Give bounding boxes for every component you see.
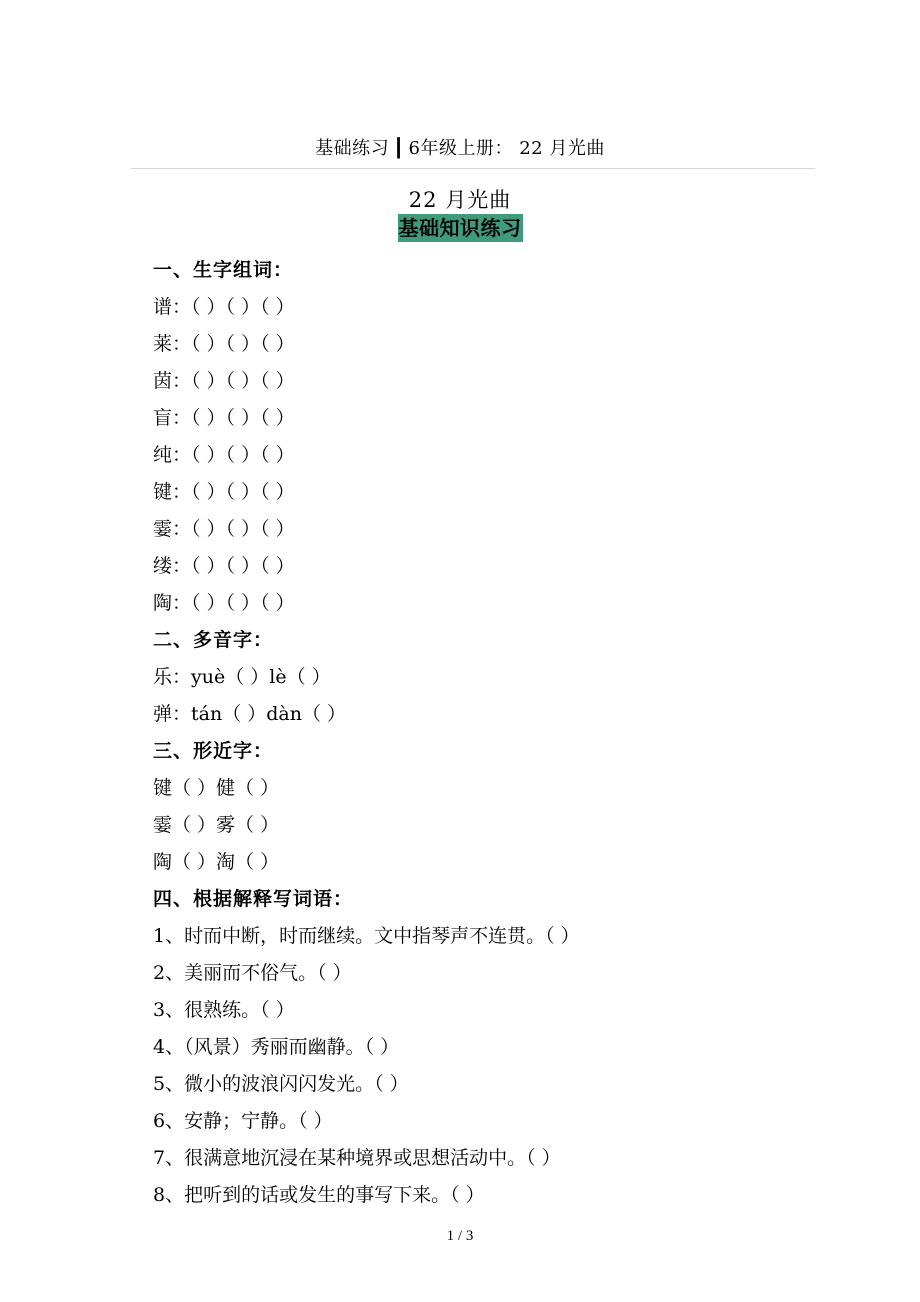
- section-1-row: 茵：（ ）（ ）（ ）: [153, 370, 295, 392]
- section-2-heading: 二、多音字：: [153, 629, 274, 651]
- section-1-heading: 一、生字组词：: [153, 259, 294, 281]
- section-1-row: 陶：（ ）（ ）（ ）: [153, 592, 295, 614]
- section-1-row: 盲：（ ）（ ）（ ）: [153, 407, 295, 429]
- section-3-row: 陶（ ）淘（ ）: [153, 851, 280, 873]
- page-number: 1 / 3: [446, 1228, 474, 1244]
- section-1-row: 谱：（ ）（ ）（ ）: [153, 296, 295, 318]
- section-4-row: 6、安静；宁静。（ ）: [153, 1110, 333, 1132]
- section-3-row: 键（ ）健（ ）: [153, 777, 280, 799]
- subtitle-wrap: [0, 214, 920, 242]
- section-1-row: 缕：（ ）（ ）（ ）: [153, 555, 295, 577]
- section-4-row: 3、很熟练。（ ）: [153, 999, 295, 1021]
- section-1-row: 霎：（ ）（ ）（ ）: [153, 518, 295, 540]
- section-4-row: 1、时而中断，时而继续。文中指琴声不连贯。（ ）: [153, 925, 580, 947]
- section-4-heading: 四、根据解释写词语：: [153, 888, 354, 910]
- header-right: 6年级上册： 22 月光曲: [408, 138, 605, 159]
- section-1-row: 莱：（ ）（ ）（ ）: [153, 333, 295, 355]
- section-1-row: 纯：（ ）（ ）（ ）: [153, 444, 295, 466]
- section-4-row: 7、很满意地沉浸在某种境界或思想活动中。（ ）: [153, 1147, 561, 1169]
- section-4-row: 8、把听到的话或发生的事写下来。（ ）: [153, 1184, 485, 1206]
- page-header: [0, 134, 920, 160]
- document-subtitle: 基础知识练习: [398, 216, 522, 240]
- exercise-content: [153, 252, 833, 1214]
- header-left: 基础练习: [315, 138, 390, 159]
- section-3-heading: 三、形近字：: [153, 740, 274, 762]
- header-divider: ┃: [393, 138, 405, 159]
- document-title: 22 月光曲: [408, 188, 512, 212]
- section-3-row: 霎（ ）雾（ ）: [153, 814, 280, 836]
- section-2-row: 弹：tán（ ）dàn（ ）: [153, 703, 347, 725]
- section-4-row: 2、美丽而不俗气。（ ）: [153, 962, 352, 984]
- section-4-row: 4、（风景）秀丽而幽静。（ ）: [153, 1036, 400, 1058]
- section-1-row: 键：（ ）（ ）（ ）: [153, 481, 295, 503]
- header-rule: [131, 168, 815, 169]
- section-2-row: 乐：yuè（ ）lè（ ）: [153, 666, 331, 688]
- section-4-row: 5、微小的波浪闪闪发光。（ ）: [153, 1073, 409, 1095]
